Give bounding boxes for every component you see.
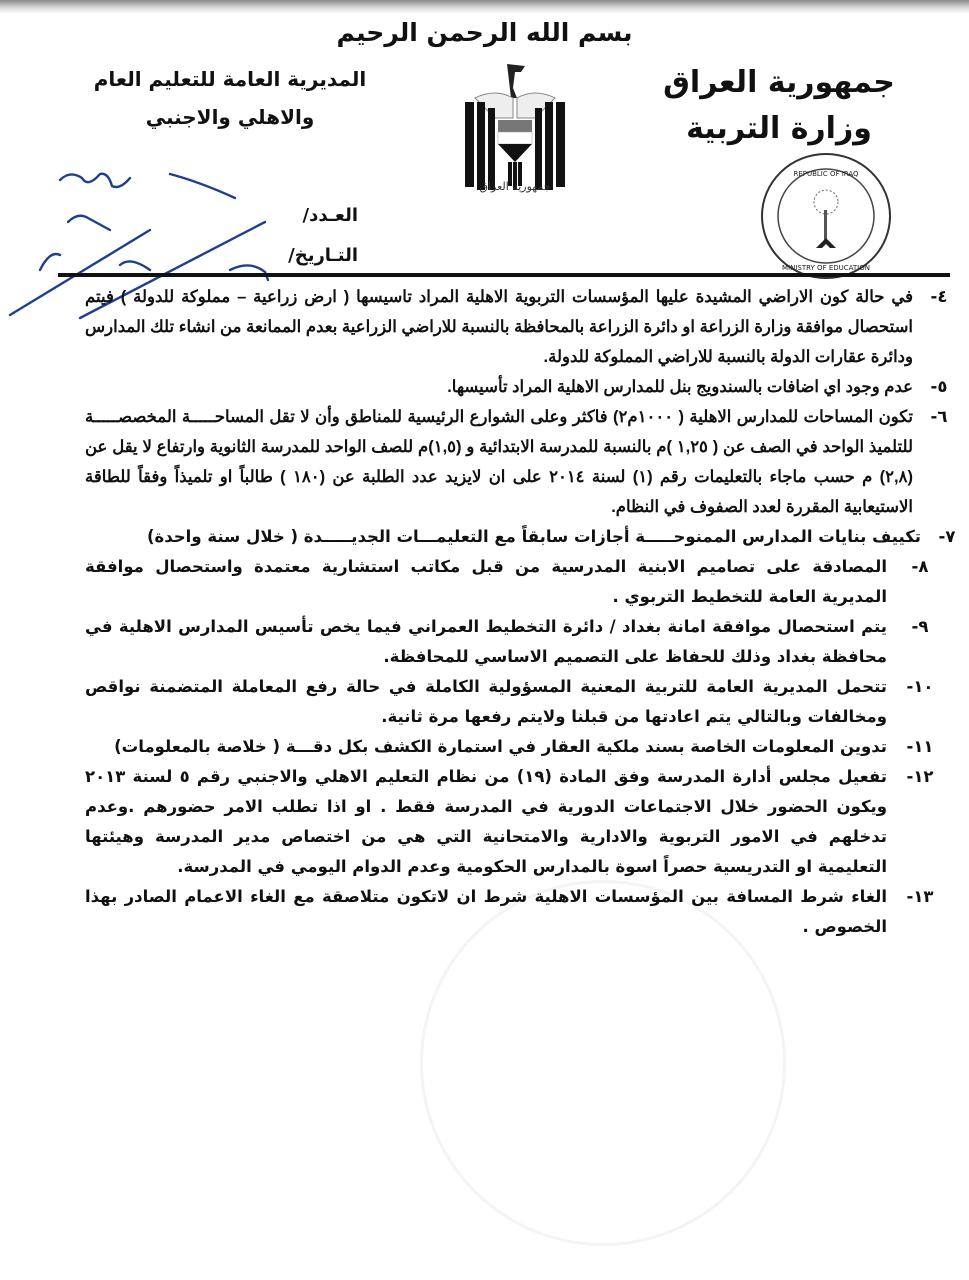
item-number: ٧- xyxy=(938,527,956,546)
item-text: في حالة كون الاراضي المشيدة عليها المؤسسات التربوية الاهلية المراد تاسيسها ( ارض زراعية – مملوكة للدولة ) فيتم استحصال موافقة وزارة الزراعة او دائرة الزراعة بالمحافظة بالنسبة للاراضي الزراعية بعدم الممانعة من انشاء تلك المدارس ودائرة عقارات الدولة بالنسبة للاراضي المملوكة للدولة. xyxy=(85,288,913,366)
list-item xyxy=(85,402,965,522)
list-item xyxy=(85,552,953,612)
directorate-line-1: المديرية العامة للتعليم العام xyxy=(93,67,367,91)
item-text: تدوين المعلومات الخاصة بسند ملكية العقار في استمارة الكشف بكل دقـــة ( خلاصة بالمعلومات) xyxy=(114,737,887,756)
reference-number-label: العـدد/ xyxy=(302,205,358,226)
item-number: ١٠- xyxy=(906,677,934,696)
header-divider xyxy=(58,273,950,277)
ministry-header xyxy=(649,60,909,152)
list-item xyxy=(85,522,969,552)
item-number: ٤- xyxy=(930,287,948,306)
reference-date-label: التـاريخ/ xyxy=(288,245,358,266)
scan-edge-shadow xyxy=(0,0,969,14)
country-name: جمهورية العراق xyxy=(663,65,895,100)
item-text: عدم وجود اي اضافات بالسندويج بنل للمدارس الاهلية المراد تأسيسها. xyxy=(447,378,913,396)
item-text: يتم استحصال موافقة امانة بغداد / دائرة التخطيط العمراني فيما يخص تأسيس المدارس الاهلية في محافظة بغداد وذلك للحفاظ على التصميم الاساسي للمحافظة. xyxy=(85,617,887,666)
item-number: ١٣- xyxy=(906,887,934,906)
item-number: ٩- xyxy=(911,617,929,636)
item-text: المصادقة على تصاميم الابنية المدرسية من قبل مكاتب استشارية معتمدة واستحصال موافقة المديرية العامة للتخطيط التربوي . xyxy=(85,557,887,606)
item-text: تكون المساحات للمدارس الاهلية ( ١٠٠٠م٢) فاكثر وعلى الشوارع الرئيسية للمناطق وأن لا تقل المساحـــــة المخصصـــــة للتلميذ الواحد في الصف عن ( ١,٢٥ )م بالنسبة للمدرسة الابتدائية و (١,٥)م للصف الواحد للمدرسة الثانوية وارتفاع لا يقل عن (٢,٨) م حسب ماجاء بالتعليمات رقم (١) لسنة ٢٠١٤ على ان لايزيد عدد الطلبة عن (١٨٠ ) طالباً او تلميذاً وفقاً للطاقة الاستيعابية المقررة لعدد الصفوف في النظام. xyxy=(85,408,913,516)
list-item xyxy=(85,672,953,732)
ministry-name: وزارة التربية xyxy=(686,111,872,146)
list-item xyxy=(85,612,953,672)
item-number: ٨- xyxy=(911,557,929,576)
item-number: ٥- xyxy=(930,377,948,396)
item-number: ١٢- xyxy=(906,767,934,786)
directorate-header xyxy=(70,60,390,136)
item-text: تفعيل مجلس أدارة المدرسة وفق المادة (١٩) من نظام التعليم الاهلي والاجنبي رقم ٥ لسنة ٢٠١٣ ويكون الحضور خلال الاجتماعات الدورية في المدرسة فقط . او اذا تطلب الامر حضورهم .وعدم تدخلهم في الامور التربوية والادارية والامتحانية التي هي من اختصاص مدير المدرسة وهيئتها التعليمية او التدريسية حصراً اسوة بالمدارس الحكومية وعدم الدوام اليومي في المدرسة. xyxy=(85,767,887,876)
list-item xyxy=(85,882,953,942)
basmala-heading: بسم الله الرحمن الرحيم xyxy=(336,18,633,47)
emblem-caption: جمهورية العراق xyxy=(479,180,551,193)
directorate-line-2: والاهلي والاجنبي xyxy=(145,105,315,129)
ministry-seal-stamp-icon xyxy=(758,150,894,282)
item-text: تكييف بنايات المدارس الممنوحـــــة أجازات سابقاً مع التعليمـــات الجديـــــدة ( خلال سنة واحدة) xyxy=(146,527,921,546)
list-item xyxy=(85,762,953,882)
list-item xyxy=(85,732,953,762)
svg-text:MINISTRY OF EDUCATION: MINISTRY OF EDUCATION xyxy=(782,264,870,272)
svg-text:REPUBLIC OF IRAQ: REPUBLIC OF IRAQ xyxy=(793,170,859,178)
item-text: تتحمل المديرية العامة للتربية المعنية المسؤولية الكاملة في حالة رفع المعاملة المتضمنة نواقص ومخالفات وبالتالي يتم اعادتها من قبلنا ولايتم رفعها مرة ثانية. xyxy=(85,677,887,726)
item-number: ٦- xyxy=(930,407,948,426)
item-text: الغاء شرط المسافة بين المؤسسات الاهلية شرط ان لاتكون متلاصقة مع الغاء الاعمام الصادر بهذا الخصوص . xyxy=(85,887,887,936)
list-item xyxy=(85,282,965,372)
conditions-list xyxy=(85,282,965,942)
list-item xyxy=(85,372,965,402)
item-number: ١١- xyxy=(906,737,934,756)
